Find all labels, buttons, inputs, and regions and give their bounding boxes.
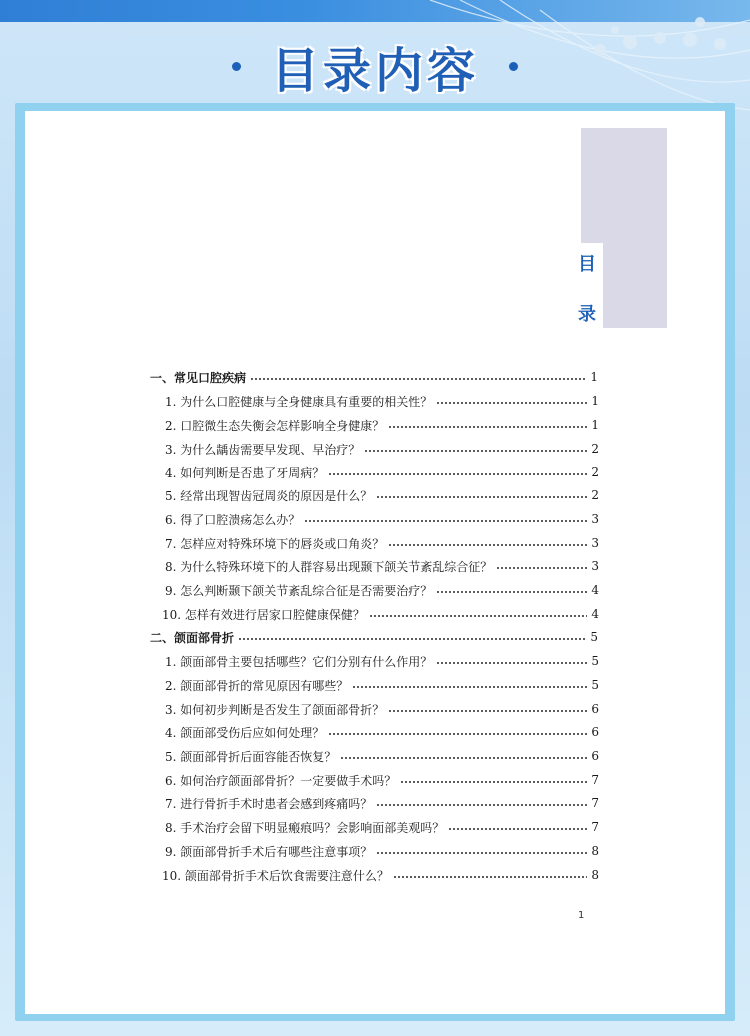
toc-page-number: 1 <box>591 418 599 432</box>
toc-page-number: 5 <box>591 678 599 692</box>
toc-item[interactable] <box>165 793 599 813</box>
page-footer-number: 1 <box>578 910 585 921</box>
toc-page-number: 8 <box>591 844 599 858</box>
dot-leader <box>376 845 587 857</box>
toc-page-number: 8 <box>591 868 599 882</box>
toc-section[interactable] <box>150 367 598 387</box>
toc-page-number: 7 <box>591 796 599 810</box>
dot-leader <box>340 750 587 762</box>
toc-item[interactable] <box>165 391 599 411</box>
toc-page-number: 6 <box>591 725 599 739</box>
toc-item[interactable] <box>165 722 599 742</box>
toc-item-label: 1. 颌面部骨主要包括哪些？它们分别有什么作用？ <box>165 654 433 669</box>
toc-item[interactable] <box>165 439 599 459</box>
toc-page-number: 2 <box>591 488 599 502</box>
toc-item-label: 10. 颌面部骨折手术后饮食需要注意什么？ <box>162 868 389 883</box>
toc-item-label: 7. 进行骨折手术时患者会感到疼痛吗？ <box>165 796 373 811</box>
toc-item[interactable] <box>165 462 599 482</box>
dot-leader <box>388 419 587 431</box>
toc-item-label: 3. 如何初步判断是否发生了颌面部骨折？ <box>165 702 385 717</box>
side-title-char-1: 目 <box>578 254 596 275</box>
toc-item-label: 6. 如何治疗颌面部骨折？一定要做手术吗？ <box>165 773 397 788</box>
toc-item-label: 6. 得了口腔溃疡怎么办？ <box>165 512 301 527</box>
toc-item-label: 8. 手术治疗会留下明显瘢痕吗？会影响面部美观吗？ <box>165 820 445 835</box>
dot-leader <box>496 560 587 572</box>
toc-item[interactable] <box>165 746 599 766</box>
toc-item-label: 2. 颌面部骨折的常见原因有哪些？ <box>165 678 349 693</box>
toc-item-label: 4. 如何判断是否患了牙周病？ <box>165 465 325 480</box>
toc-item[interactable] <box>162 604 599 624</box>
toc-item[interactable] <box>165 580 599 600</box>
dot-leader <box>304 513 587 525</box>
toc-section-label: 二、颌面部骨折 <box>150 630 235 645</box>
toc-page-number: 1 <box>590 370 598 384</box>
toc-page-number: 3 <box>591 512 599 526</box>
page-title: 目录内容 <box>270 42 479 99</box>
toc-page-number: 4 <box>591 583 599 597</box>
toc-item[interactable] <box>165 533 599 553</box>
dot-leader <box>250 371 586 383</box>
toc-item[interactable] <box>165 841 599 861</box>
dot-leader <box>448 821 587 833</box>
toc-item-label: 10. 怎样有效进行居家口腔健康保健？ <box>162 607 365 622</box>
toc-item-label: 5. 经常出现智齿冠周炎的原因是什么？ <box>165 488 373 503</box>
toc-section[interactable] <box>150 627 598 647</box>
toc-item-label: 7. 怎样应对特殊环境下的唇炎或口角炎？ <box>165 536 385 551</box>
dot-leader <box>388 537 587 549</box>
toc-page-number: 1 <box>591 394 599 408</box>
dot-leader <box>328 726 587 738</box>
toc-item-label: 5. 颌面部骨折后面容能否恢复？ <box>165 749 337 764</box>
dot-leader <box>352 679 587 691</box>
dot-leader <box>369 608 587 620</box>
toc-page-number: 2 <box>591 442 599 456</box>
toc-page-number: 3 <box>591 536 599 550</box>
toc-item-label: 1. 为什么口腔健康与全身健康具有重要的相关性？ <box>165 394 433 409</box>
toc-item-label: 8. 为什么特殊环境下的人群容易出现颞下颌关节紊乱综合征？ <box>165 559 493 574</box>
toc-item[interactable] <box>162 865 599 885</box>
dot-leader <box>376 797 587 809</box>
dot-leader <box>388 703 587 715</box>
toc-item-label: 9. 怎么判断颞下颌关节紊乱综合征是否需要治疗？ <box>165 583 433 598</box>
toc-item-label: 3. 为什么龋齿需要早发现、早治疗？ <box>165 442 361 457</box>
dot-leader <box>376 489 587 501</box>
dot-leader <box>328 466 587 478</box>
toc-page-number: 6 <box>591 749 599 763</box>
toc-item[interactable] <box>165 651 599 671</box>
toc-page-number: 3 <box>591 559 599 573</box>
toc-page-number: 5 <box>590 630 598 644</box>
toc-item[interactable] <box>165 770 599 790</box>
toc-item[interactable] <box>165 699 599 719</box>
toc-page-number: 4 <box>591 607 599 621</box>
toc-page-number: 6 <box>591 702 599 716</box>
toc-page-number: 7 <box>591 773 599 787</box>
dot-leader <box>400 774 587 786</box>
toc-item[interactable] <box>165 415 599 435</box>
toc-item-label: 9. 颌面部骨折手术后有哪些注意事项？ <box>165 844 373 859</box>
toc-item[interactable] <box>165 485 599 505</box>
toc-page-number: 2 <box>591 465 599 479</box>
side-title-char-2: 录 <box>578 304 596 325</box>
toc-item[interactable] <box>165 675 599 695</box>
dot-leader <box>393 869 587 881</box>
toc-item[interactable] <box>165 556 599 576</box>
dot-leader <box>436 584 587 596</box>
dot-leader <box>436 395 587 407</box>
toc-page-number: 7 <box>591 820 599 834</box>
dot-leader <box>436 655 587 667</box>
toc-item[interactable] <box>165 817 599 837</box>
toc-item-label: 2. 口腔微生态失衡会怎样影响全身健康？ <box>165 418 385 433</box>
toc-page-number: 5 <box>591 654 599 668</box>
dot-leader <box>364 443 587 455</box>
toc-item-label: 4. 颌面部受伤后应如何处理？ <box>165 725 325 740</box>
toc-section-label: 一、常见口腔疾病 <box>150 370 247 385</box>
dot-leader <box>238 631 586 643</box>
toc-item[interactable] <box>165 509 599 529</box>
